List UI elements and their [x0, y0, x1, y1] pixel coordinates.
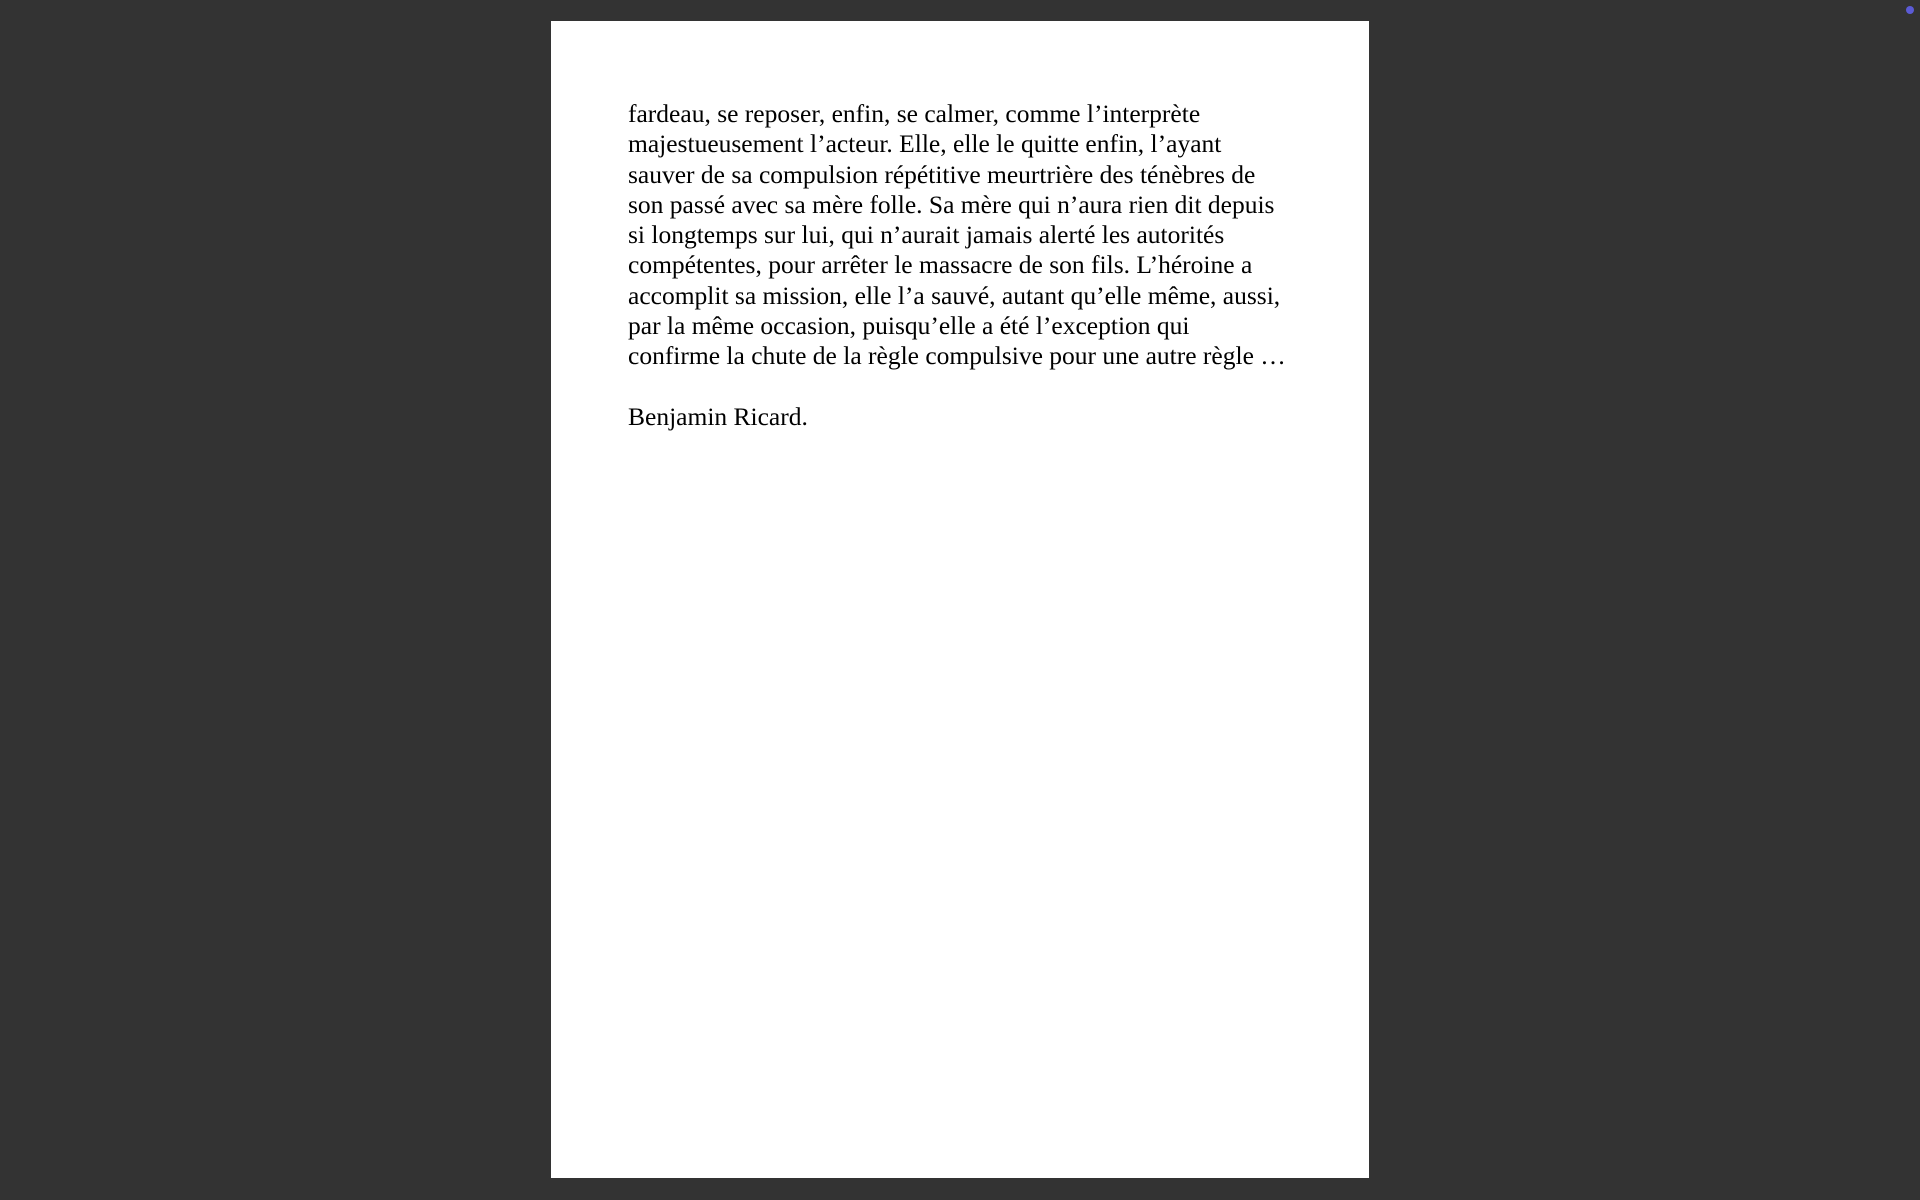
- status-dot-icon: [1906, 6, 1914, 14]
- signature: Benjamin Ricard.: [628, 401, 808, 431]
- page-text: [628, 99, 1328, 432]
- document-page[interactable]: [551, 21, 1369, 1178]
- text-line: confirme la chute de la règle compulsive pour une autre règle …: [628, 341, 1286, 371]
- text-line: compétentes, pour arrêter le massacre de son fils. L’héroine a: [628, 250, 1253, 280]
- text-line: son passé avec sa mère folle. Sa mère qui n’aura rien dit depuis: [628, 189, 1275, 219]
- text-line: accomplit sa mission, elle l’a sauvé, autant qu’elle même, aussi,: [628, 280, 1281, 310]
- text-line: majestueusement l’acteur. Elle, elle le quitte enfin, l’ayant: [628, 129, 1222, 159]
- text-line: par la même occasion, puisqu’elle a été l’exception qui: [628, 311, 1190, 341]
- text-line: sauver de sa compulsion répétitive meurtrière des ténèbres de: [628, 159, 1256, 189]
- text-line: si longtemps sur lui, qui n’aurait jamais alerté les autorités: [628, 220, 1225, 250]
- text-line: fardeau, se reposer, enfin, se calmer, comme l’interprète: [628, 99, 1201, 128]
